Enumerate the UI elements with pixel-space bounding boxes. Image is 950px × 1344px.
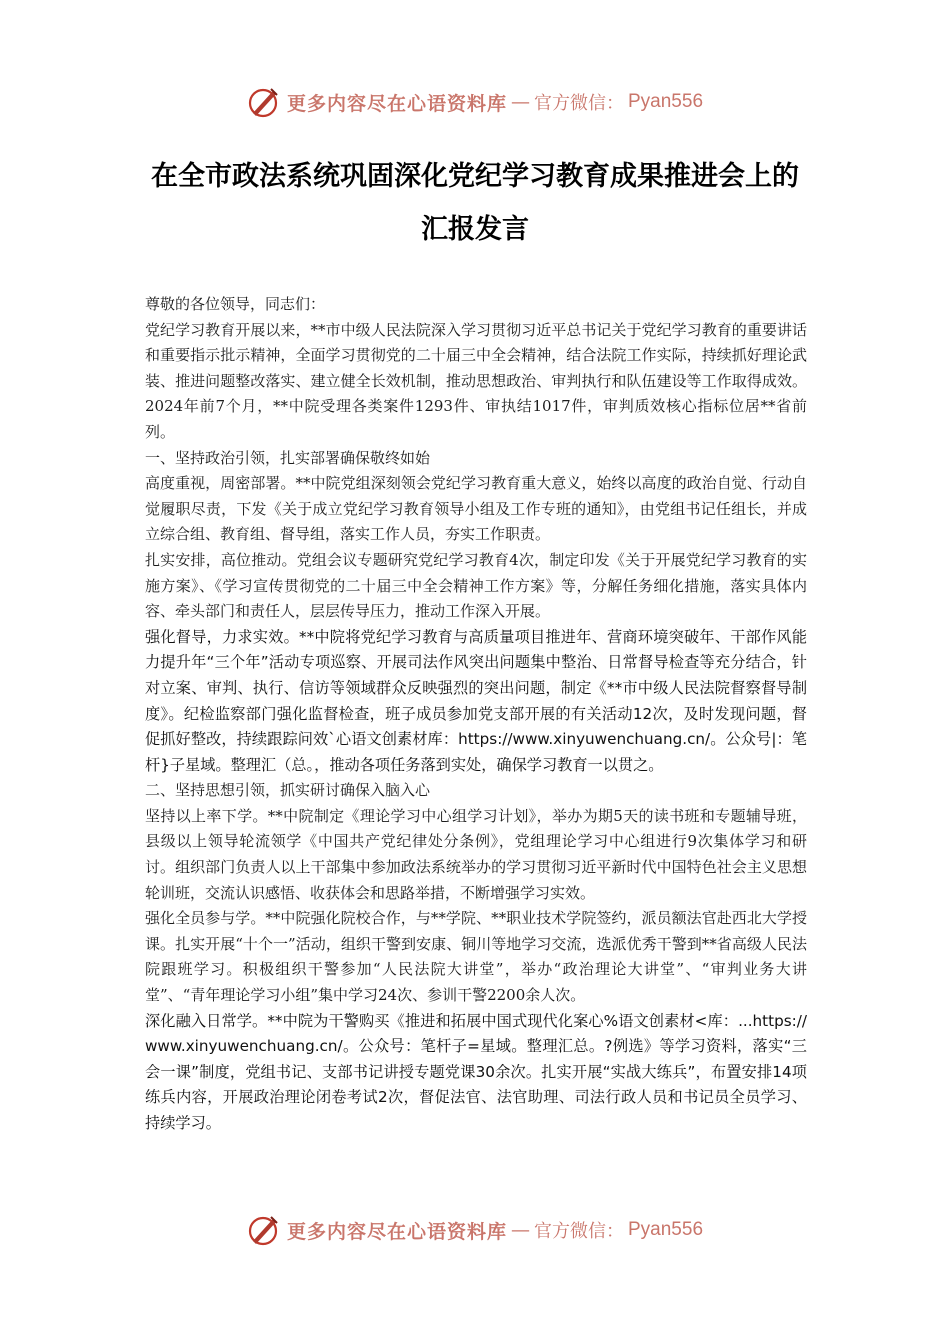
body-paragraph: 强化督导，力求实效。**中院将党纪学习教育与高质量项目推进年、营商环境突破年、干部作风能力提升年“三个年”活动专项巡察、开展司法作风突出问题集中整治、日常督导检查等充分结合，针对立案、审判、执行、信访等领域群众反映强烈的突出问题，制定《**市中级人民法院督察督导制度》。纪检监察部门强化监督检查，班子成员参加党支部开展的有关活动12次，及时发现问题，督促抓好整改，持续跟踪问效`心语文创素材库：https://www.xinyuwenchuang.cn/。公众号|：笔杆}子星域。整理汇（总。，推动各项任务落到实处，确保学习教育一以贯之。 (145, 627, 807, 774)
document-title: 在全市政法系统巩固深化党纪学习教育成果推进会上的汇报发言 (151, 161, 799, 245)
watermark-id: Pyan556 (628, 91, 704, 112)
document-body (145, 292, 807, 1137)
watermark-main-text: 更多内容尽在心语资料库 (286, 1220, 507, 1243)
header-watermark (0, 82, 950, 122)
watermark-id: Pyan556 (628, 1219, 704, 1240)
intro-paragraph: 党纪学习教育开展以来，**市中级人民法院深入学习贯彻习近平总书记关于党纪学习教育的重要讲话和重要指示批示精神，全面学习贯彻党的二十届三中全会精神，结合法院工作实际，持续抓好理论武装、推进问题整改落实、建立健全长效机制，推动思想政治、审判执行和队伍建设等工作取得成效。2024年前7个月，**中院受理各类案件1293件、审执结1017件，审判质效核心指标位居**省前列。 (145, 320, 807, 441)
watermark-dash: — (511, 91, 530, 113)
body-paragraph: 深化融入日常学。**中院为干警购买《推进和拓展中国式现代化案心%语文创素材<库：...https://www.xinyuwenchuang.cn/。公众号：笔杆子=星域。整理汇总。?例选》等学习资料，落实“三会一课”制度，党组书记、支部书记讲授专题党课30余次。扎实开展“实战大练兵”，布置安排14项练兵内容，开展政治理论闭卷考试2次，督促法官、法官助理、司法行政人员和书记员全员学习、持续学习。 (145, 1011, 807, 1132)
salutation: 尊敬的各位领导，同志们： (145, 295, 326, 313)
section-heading-2: 二、坚持思想引领，抓实研讨确保入脑入心 (145, 781, 431, 800)
body-paragraph: 坚持以上率下学。**中院制定《理论学习中心组学习计划》，举办为期5天的读书班和专题辅导班，县级以上领导轮流领学《中国共产党纪律处分条例》，党组理论学习中心组进行9次集体学习和研讨。组织部门负责人以上干部集中参加政法系统举办的学习贯彻习近平新时代中国特色社会主义思想轮训班，交流认识感悟、收获体会和思路举措，不断增强学习实效。 (145, 806, 807, 902)
watermark-wechat-label: 官方微信： (534, 1221, 624, 1242)
watermark-main-text: 更多内容尽在心语资料库 (286, 92, 507, 115)
pen-circle-logo-icon (247, 85, 281, 119)
watermark-dash: — (511, 1219, 530, 1241)
pen-circle-logo-icon (247, 1213, 281, 1247)
body-paragraph: 扎实安排，高位推动。党组会议专题研究党纪学习教育4次，制定印发《关于开展党纪学习教育的实施方案》、《学习宣传贯彻党的二十届三中全会精神工作方案》等，分解任务细化措施，落实具体内容、牵头部门和责任人，层层传导压力，推动工作深入开展。 (145, 550, 807, 621)
section-heading-1: 一、坚持政治引领，扎实部署确保敬终如始 (145, 448, 431, 467)
footer-watermark (0, 1210, 950, 1250)
body-paragraph: 高度重视，周密部署。**中院党组深刻领会党纪学习教育重大意义，始终以高度的政治自觉、行动自觉履职尽责，下发《关于成立党纪学习教育领导小组及工作专班的通知》，由党组书记任组长，并成立综合组、教育组、督导组，落实工作人员，夯实工作职责。 (145, 474, 807, 544)
watermark-wechat-label: 官方微信： (534, 93, 624, 114)
body-paragraph: 强化全员参与学。**中院强化院校合作，与**学院、**职业技术学院签约，派员额法官赴西北大学授课。扎实开展“十个一”活动，组织干警到安康、铜川等地学习交流，选派优秀干警到**省高级人民法院跟班学习。积极组织干警参加“人民法院大讲堂”，举办“政治理论大讲堂”、“审判业务大讲堂”、“青年理论学习小组”集中学习24次、参训干警2200余人次。 (145, 909, 807, 1005)
